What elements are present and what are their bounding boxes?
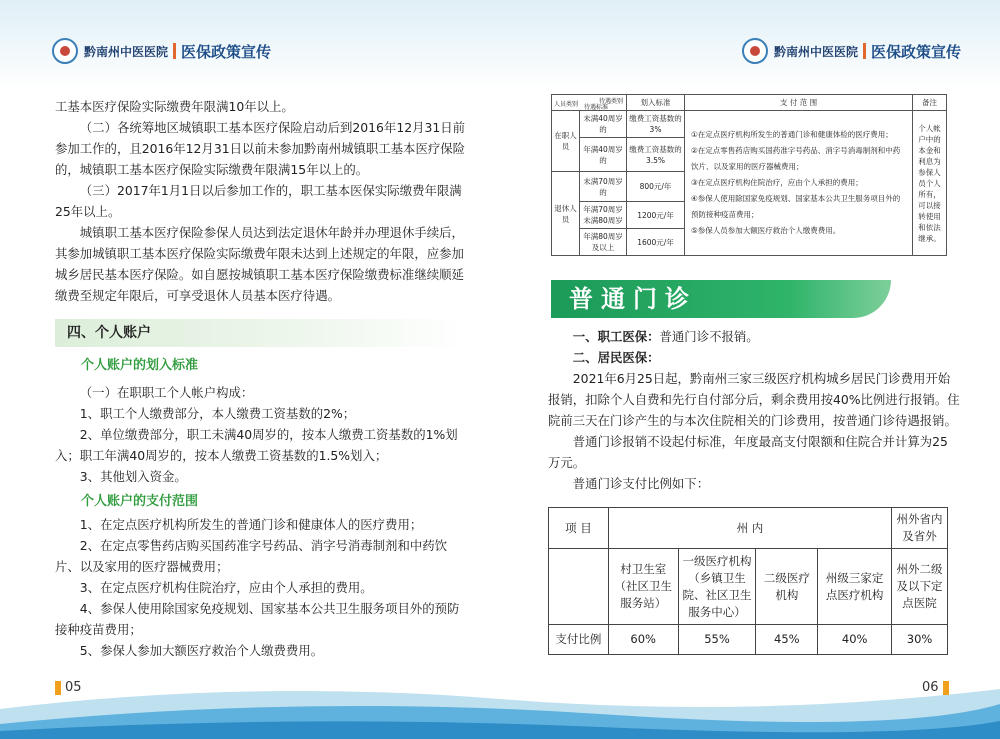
line-text: 普通门诊不报销。	[659, 329, 759, 344]
paragraph: 普通门诊报销不设起付标准，年度最高支付限额和住院合并计算为25万元。	[548, 434, 948, 470]
column-header: 州外省内及省外	[892, 508, 948, 549]
page-marker-icon	[943, 681, 949, 695]
corner-label: 待遇类别	[598, 98, 623, 105]
header-title: 医保政策宣传	[181, 42, 272, 61]
list-item: 2、在定点零售药店购买国药准字号药品、消字号消毒制剂和中药饮片、以及家用的医疗器械费用；	[55, 538, 448, 574]
list-item: 3、其他划入资金。	[79, 469, 187, 484]
table-cell: 1200元/年	[627, 202, 685, 229]
left-intro	[55, 96, 467, 306]
column-header: 项 目	[549, 508, 609, 549]
list-item: （一）在职职工个人帐户构成：	[79, 385, 254, 400]
hospital-logo-icon	[742, 38, 768, 64]
scope-item: ④参保人使用除国家免疫规划、国家基本公共卫生服务项目外的预防接种疫苗费用；	[691, 194, 901, 219]
page-number-right	[922, 680, 949, 695]
note-cell: 个人帐户中的本金和利息为参保人员个人所有，可以接转使用和依法继承。	[913, 111, 947, 256]
outpatient-line	[548, 347, 960, 368]
paragraph: （二）各统筹地区城镇职工基本医疗保险启动后到2016年12月31日前参加工作的，且2016年12月31日以前未参加黔南州城镇职工基本医疗保险的，城镇职工基本医疗保险实际缴费年限满15年以上的。	[55, 120, 466, 177]
table-cell: 二级医疗机构	[756, 549, 818, 625]
paragraph: 2021年6月25日起，黔南州三家三级医疗机构城乡居民门诊费用开始报销，扣除个人自费和先行自付部分后，剩余费用按40%比例进行报销。住院前三天在门诊产生的与本次住院相关的门诊费用，按普通门诊待遇报销。	[548, 371, 960, 428]
right-body	[548, 326, 960, 494]
header-divider	[863, 43, 866, 59]
scope-item: ③在定点医疗机构住院治疗，应由个人承担的费用；	[691, 178, 863, 187]
subheading: 个人账户的划入标准	[81, 358, 199, 373]
group-label: 在职人员	[552, 111, 580, 172]
column-header: 支 付 范 围	[685, 95, 913, 111]
table-cell: 缴费工资基数的3.5%	[627, 138, 685, 172]
scope-item: ①在定点医疗机构所发生的普通门诊和健康体检的医疗费用；	[691, 130, 893, 139]
scope-cell	[685, 111, 913, 256]
scope-item: ⑤参保人员参加大额医疗救治个人缴费费用。	[691, 226, 841, 235]
left-header	[52, 36, 271, 66]
list-item: 5、参保人参加大额医疗救治个人缴费费用。	[79, 643, 324, 658]
table-cell: 未满70周岁的	[580, 172, 627, 202]
hospital-logo-icon	[52, 38, 78, 64]
left-body	[55, 355, 467, 661]
table-cell: 年满80周岁及以上	[580, 229, 627, 256]
table-corner	[552, 95, 627, 111]
table-cell: 缴费工资基数的3%	[627, 111, 685, 138]
list-item: 2、单位缴费部分，职工未满40周岁的，按本人缴费工资基数的1%划入；职工年满40周岁的，按本人缴费工资基数的1.5%划入；	[55, 427, 458, 463]
list-item: 3、在定点医疗机构住院治疗，应由个人承担的费用。	[79, 580, 373, 595]
table-cell: 州外二级及以下定点医院	[892, 549, 948, 625]
header-title: 医保政策宣传	[871, 42, 962, 61]
hospital-name: 黔南州中医医院	[774, 44, 859, 59]
table-cell: 45%	[756, 625, 818, 655]
ratio-table	[548, 507, 948, 655]
page-marker-icon	[55, 681, 61, 695]
table-cell: 1600元/年	[627, 229, 685, 256]
corner-label: 人员类别	[554, 101, 579, 108]
list-item: 1、职工个人缴费部分，本人缴费工资基数的2%；	[79, 406, 356, 421]
table-cell: 未满40周岁的	[580, 111, 627, 138]
corner-label: 待遇标准	[583, 104, 608, 111]
scope-item: ②在定点零售药店购买国药准字号药品、消字号消毒制剂和中药饮片、以及家用的医疗器械费用；	[691, 146, 901, 171]
paragraph: 普通门诊支付比例如下：	[572, 476, 710, 491]
paragraph: 工基本医疗保险实际缴费年限满10年以上。	[55, 99, 294, 114]
table-cell: 年满40周岁的	[580, 138, 627, 172]
paragraph: （三）2017年1月1日以后参加工作的，职工基本医保实际缴费年限满25年以上。	[55, 183, 462, 219]
list-item: 1、在定点医疗机构所发生的普通门诊和健康体人的医疗费用；	[79, 517, 423, 532]
table-cell: 年满70周岁 未满80周岁	[580, 202, 627, 229]
table-cell: 州级三家定点医疗机构	[818, 549, 892, 625]
page-number: 06	[922, 680, 939, 695]
line-label: 一、职工医保：	[572, 329, 660, 344]
section-heading: 四、个人账户	[55, 319, 465, 347]
account-table	[551, 94, 947, 256]
hospital-name: 黔南州中医医院	[84, 44, 169, 59]
table-cell: 30%	[892, 625, 948, 655]
column-header: 州 内	[608, 508, 891, 549]
group-label: 退休人员	[552, 172, 580, 256]
table-cell: 55%	[678, 625, 756, 655]
page-number: 05	[65, 680, 82, 695]
table-cell: 800元/年	[627, 172, 685, 202]
paragraph: 城镇职工基本医疗保险参保人员达到法定退休年龄并办理退休手续后，其参加城镇职工基本医疗保险实际缴费年限未达到上述规定的年限，应参加城乡居民基本医疗保险。如自愿按城镇职工基本医疗保险缴费标准继续顺延缴费至规定年限后，可享受退休人员基本医疗待遇。	[55, 225, 464, 303]
right-header	[742, 36, 961, 66]
table-cell: 40%	[818, 625, 892, 655]
column-header: 划入标准	[627, 95, 685, 111]
list-item: 4、参保人使用除国家免疫规划、国家基本公共卫生服务项目外的预防接种疫苗费用；	[55, 601, 460, 637]
header-divider	[173, 43, 176, 59]
outpatient-line	[548, 326, 960, 347]
table-cell: 村卫生室（社区卫生服务站）	[608, 549, 678, 625]
table-cell: 一级医疗机构（乡镇卫生院、社区卫生服务中心）	[678, 549, 756, 625]
table-cell: 60%	[608, 625, 678, 655]
column-header: 备注	[913, 95, 947, 111]
subheading: 个人账户的支付范围	[81, 494, 199, 509]
bottom-wave	[0, 669, 1000, 739]
section-banner: 普通门诊	[551, 280, 891, 318]
page-number-left	[55, 680, 82, 695]
line-label: 二、居民医保：	[572, 350, 660, 365]
row-header: 支付比例	[549, 625, 609, 655]
